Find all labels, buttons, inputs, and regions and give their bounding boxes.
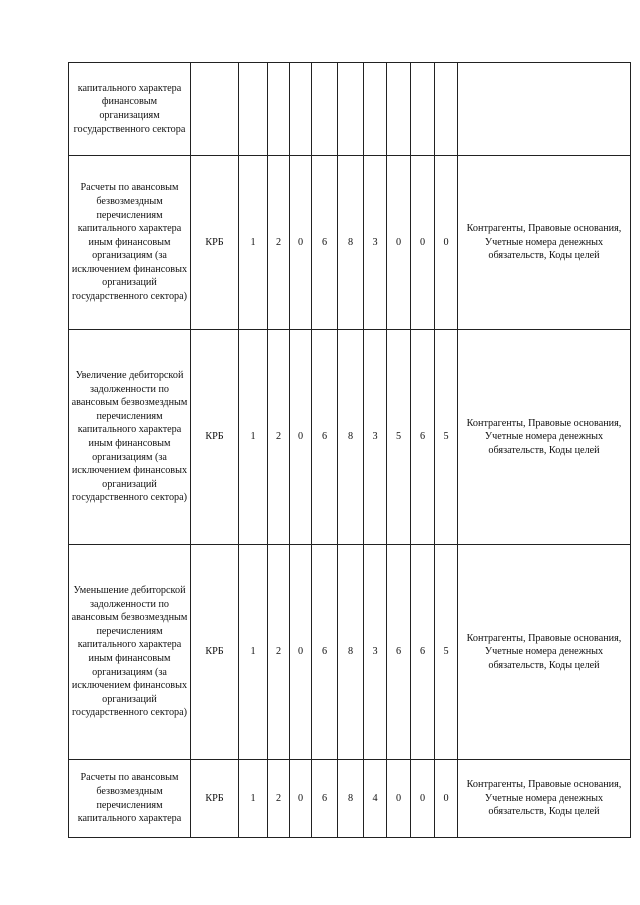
accounts-table [68,62,631,838]
kbk-cell: КРБ [191,156,239,330]
digit-cell: 5 [435,545,458,760]
account-name-cell: Увеличение дебиторской задолженности по авансовым безвозмездным перечислениям капитального характера иным финансовым организациям (за исключением финансовых организаций государственного сектора) [69,330,191,545]
analytics-cell [458,63,631,156]
digit-cell: 0 [290,545,312,760]
table-row [69,760,631,838]
analytics-cell: Контрагенты, Правовые основания, Учетные номера денежных обязательств, Коды целей [458,156,631,330]
digit-cell: 6 [312,156,338,330]
digit-cell [338,63,364,156]
table-row [69,63,631,156]
kbk-cell: КРБ [191,330,239,545]
digit-cell: 5 [387,330,411,545]
digit-cell: 5 [435,330,458,545]
digit-cell: 6 [312,330,338,545]
analytics-cell: Контрагенты, Правовые основания, Учетные номера денежных обязательств, Коды целей [458,545,631,760]
digit-cell: 2 [268,545,290,760]
table-row [69,156,631,330]
digit-cell [290,63,312,156]
digit-cell: 2 [268,760,290,838]
digit-cell: 8 [338,330,364,545]
digit-cell: 4 [364,760,387,838]
digit-cell: 0 [290,330,312,545]
digit-cell [239,63,268,156]
account-name-cell: капитального характера финансовым организациям государственного сектора [69,63,191,156]
digit-cell: 3 [364,330,387,545]
account-name-cell: Расчеты по авансовым безвозмездным перечислениям капитального характера иным финансовым организациям (за исключением финансовых организаций государственного сектора) [69,156,191,330]
digit-cell: 6 [387,545,411,760]
digit-cell: 0 [411,760,435,838]
digit-cell: 0 [435,760,458,838]
digit-cell: 1 [239,760,268,838]
digit-cell: 0 [387,760,411,838]
kbk-cell [191,63,239,156]
digit-cell: 3 [364,156,387,330]
digit-cell [411,63,435,156]
digit-cell: 3 [364,545,387,760]
digit-cell [387,63,411,156]
digit-cell: 6 [411,545,435,760]
table-row [69,330,631,545]
digit-cell: 6 [411,330,435,545]
digit-cell: 8 [338,545,364,760]
digit-cell: 0 [387,156,411,330]
digit-cell [268,63,290,156]
digit-cell: 6 [312,545,338,760]
digit-cell: 0 [290,156,312,330]
analytics-cell: Контрагенты, Правовые основания, Учетные номера денежных обязательств, Коды целей [458,760,631,838]
digit-cell: 8 [338,760,364,838]
digit-cell: 2 [268,330,290,545]
table-row [69,545,631,760]
digit-cell: 1 [239,330,268,545]
digit-cell: 2 [268,156,290,330]
analytics-cell: Контрагенты, Правовые основания, Учетные номера денежных обязательств, Коды целей [458,330,631,545]
digit-cell: 0 [435,156,458,330]
digit-cell: 0 [411,156,435,330]
digit-cell: 0 [290,760,312,838]
account-name-cell: Уменьшение дебиторской задолженности по авансовым безвозмездным перечислениям капитального характера иным финансовым организациям (за исключением финансовых организаций государственного сектора) [69,545,191,760]
digit-cell [312,63,338,156]
kbk-cell: КРБ [191,760,239,838]
digit-cell: 8 [338,156,364,330]
digit-cell: 1 [239,156,268,330]
digit-cell [435,63,458,156]
kbk-cell: КРБ [191,545,239,760]
digit-cell [364,63,387,156]
digit-cell: 6 [312,760,338,838]
account-name-cell: Расчеты по авансовым безвозмездным перечислениям капитального характера [69,760,191,838]
digit-cell: 1 [239,545,268,760]
